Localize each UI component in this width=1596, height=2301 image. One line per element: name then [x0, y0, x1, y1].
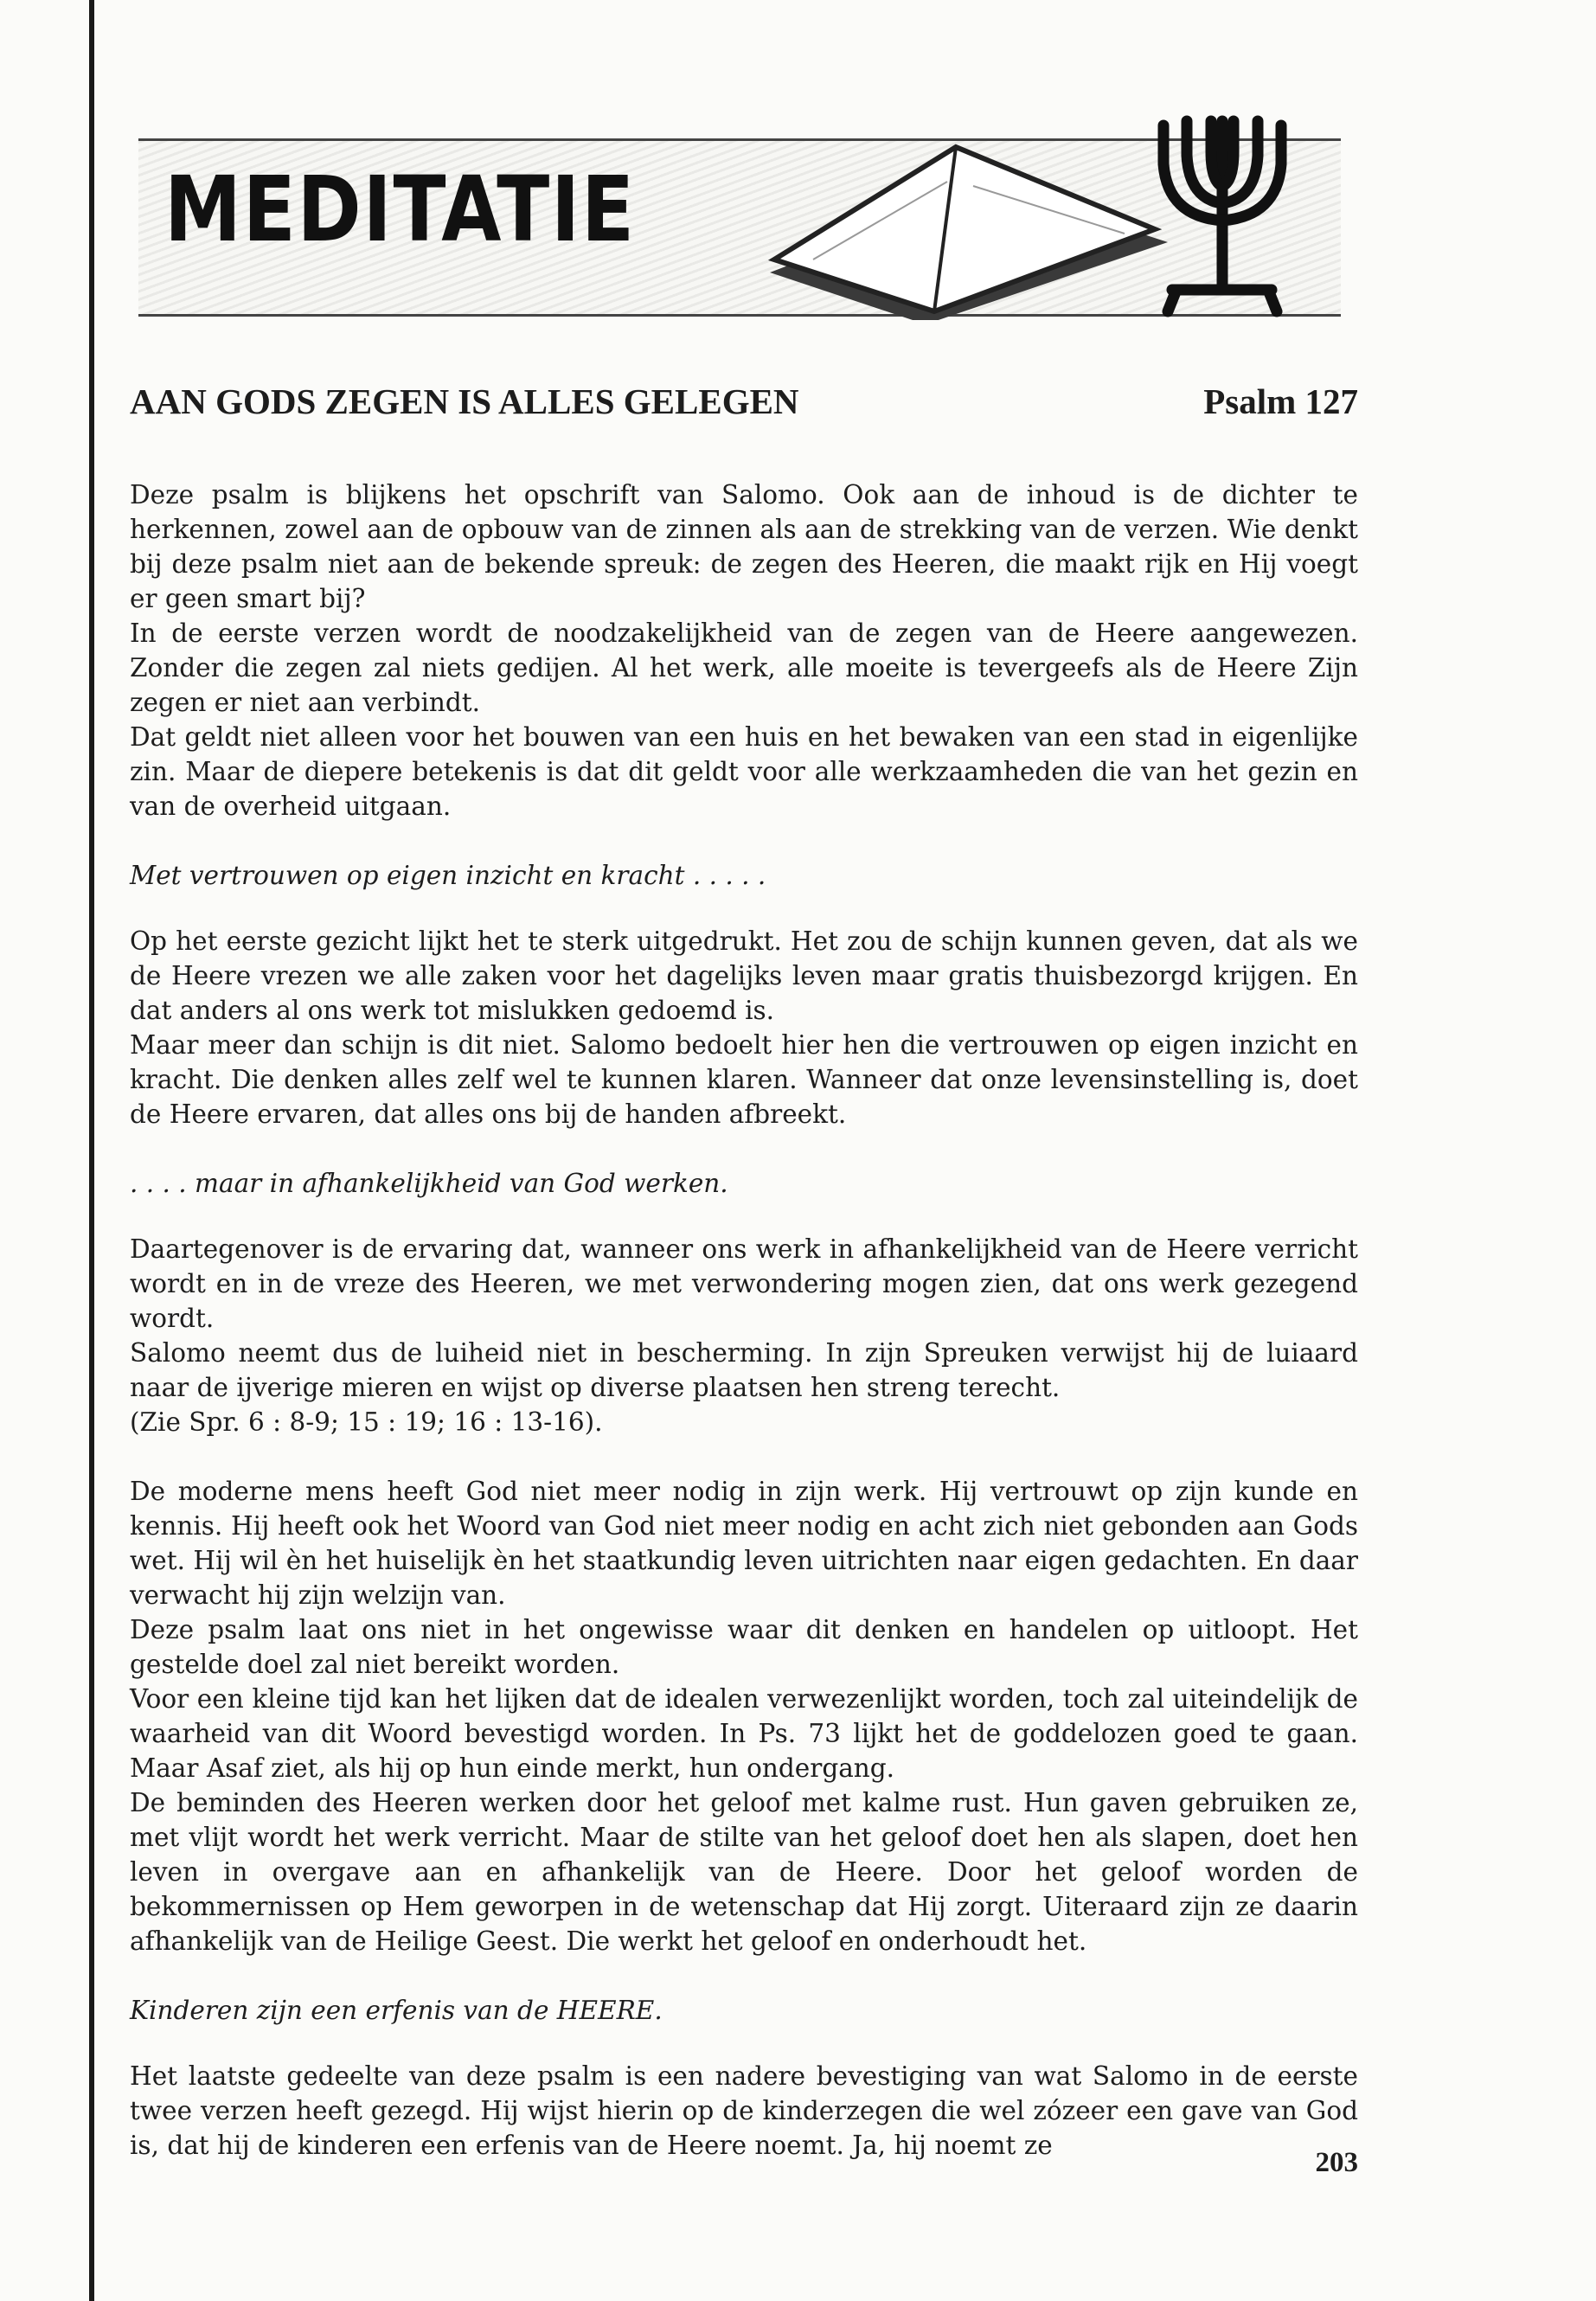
paragraph: In de eerste verzen wordt de noodzakelijkheid van de zegen van de Heere aangewezen. Zonder die zegen zal niets gedijen. Al het werk, alle moeite is tevergeefs als de Heere Zijn zegen er niet aan verbindt.	[130, 619, 1358, 717]
paragraph: Maar meer dan schijn is dit niet. Salomo bedoelt hier hen die vertrouwen op eigen inzicht en kracht. Die denken alles zelf wel te kunnen klaren. Wanneer dat onze levensinstelling is, doet de Heere ervaren, dat alles ons bij de handen afbreekt.	[130, 1030, 1358, 1129]
paragraph: De beminden des Heeren werken door het geloof met kalme rust. Hun gaven gebruiken ze, met vlijt wordt het werk verricht. Maar de stilte van het geloof doet hen als slapen, doet hen leven in overgave aan en afhankelijk van de Heere. Door het geloof worden de bekommernissen op Hem geworpen in de wetenschap dat Hij zorgt. Uiteraard zijn ze daarin afhankelijk van de Heilige Geest. Die werkt het geloof en onderhoudt het.	[130, 1788, 1358, 1956]
paragraph: De moderne mens heeft God niet meer nodig in zijn werk. Hij vertrouwt op zijn kunde en kennis. Hij heeft ook het Woord van God niet meer nodig en acht zich niet gebonden aan Gods wet. Hij wil èn het huiselijk èn het staatkundig leven uitrichten naar eigen gedachten. En daar verwacht hij zijn welzijn van.	[130, 1477, 1358, 1610]
paragraph: Deze psalm laat ons niet in het ongewisse waar dit denken en handelen op uitloopt. Het gestelde doel zal niet bereikt worden.	[130, 1615, 1358, 1679]
paragraph: Salomo neemt dus de luiheid niet in bescherming. In zijn Spreuken verwijst hij de luiaard naar de ijverige mieren en wijst op diverse plaatsen hen streng terecht.	[130, 1338, 1358, 1402]
section-heading: . . . . maar in afhankelijkheid van God werken.	[130, 1169, 728, 1198]
header-illustration	[130, 104, 1358, 320]
scan-edge-rule	[89, 0, 94, 2301]
paragraph: Daartegenover is de ervaring dat, wanneer ons werk in afhankelijkheid van de Heere verricht wordt en in de vreze des Heeren, we met verwondering mogen zien, dat ons werk gezegend wordt.	[130, 1234, 1358, 1333]
paragraph: Deze psalm is blijkens het opschrift van Salomo. Ook aan de inhoud is de dichter te herkennen, zowel aan de opbouw van de zinnen als aan de strekking van de verzen. Wie denkt bij deze psalm niet aan de bekende spreuk: de zegen des Heeren, die maakt rijk en Hij voegt er geen smart bij?	[130, 480, 1358, 613]
paragraph: Voor een kleine tijd kan het lijken dat de idealen verwezenlijkt worden, toch zal uiteindelijk de waarheid van dit Woord bevestigd worden. In Ps. 73 lijkt het de goddelozen goed te gaan. Maar Asaf ziet, als hij op hun einde merkt, hun ondergang.	[130, 1684, 1358, 1783]
paragraph: (Zie Spr. 6 : 8-9; 15 : 19; 16 : 13-16).	[130, 1407, 603, 1437]
paragraph: Op het eerste gezicht lijkt het te sterk uitgedrukt. Het zou de schijn kunnen geven, dat als we de Heere vrezen we alle zaken voor het dagelijks leven maar gratis thuisbezorgd krijgen. En dat anders al ons werk tot mislukken gedoemd is.	[130, 926, 1358, 1025]
article-headline	[130, 381, 1358, 433]
meditatie-header	[130, 104, 1358, 320]
article-body	[130, 478, 1358, 2163]
header-title: MEDITATIE	[164, 157, 636, 262]
section-heading: Met vertrouwen op eigen inzicht en kracht . . . . .	[130, 861, 766, 890]
open-book-icon	[770, 147, 1168, 320]
article-title: AAN GODS ZEGEN IS ALLES GELEGEN	[130, 381, 799, 421]
menorah-icon	[1163, 121, 1281, 311]
page-number: 203	[1315, 2147, 1358, 2178]
section-heading: Kinderen zijn een erfenis van de HEERE.	[130, 1996, 663, 2025]
paragraph: Het laatste gedeelte van deze psalm is een nadere bevestiging van wat Salomo in de eerste twee verzen heeft gezegd. Hij wijst hierin op de kinderzegen die wel zózeer een gave van God is, dat hij de kinderen een erfenis van de Heere noemt. Ja, hij noemt ze	[130, 2061, 1358, 2160]
paragraph: Dat geldt niet alleen voor het bouwen van een huis en het bewaken van een stad in eigenlijke zin. Maar de diepere betekenis is dat dit geldt voor alle werkzaamheden die van het gezin en van de overheid uitgaan.	[130, 722, 1358, 821]
psalm-reference: Psalm 127	[1203, 381, 1358, 421]
